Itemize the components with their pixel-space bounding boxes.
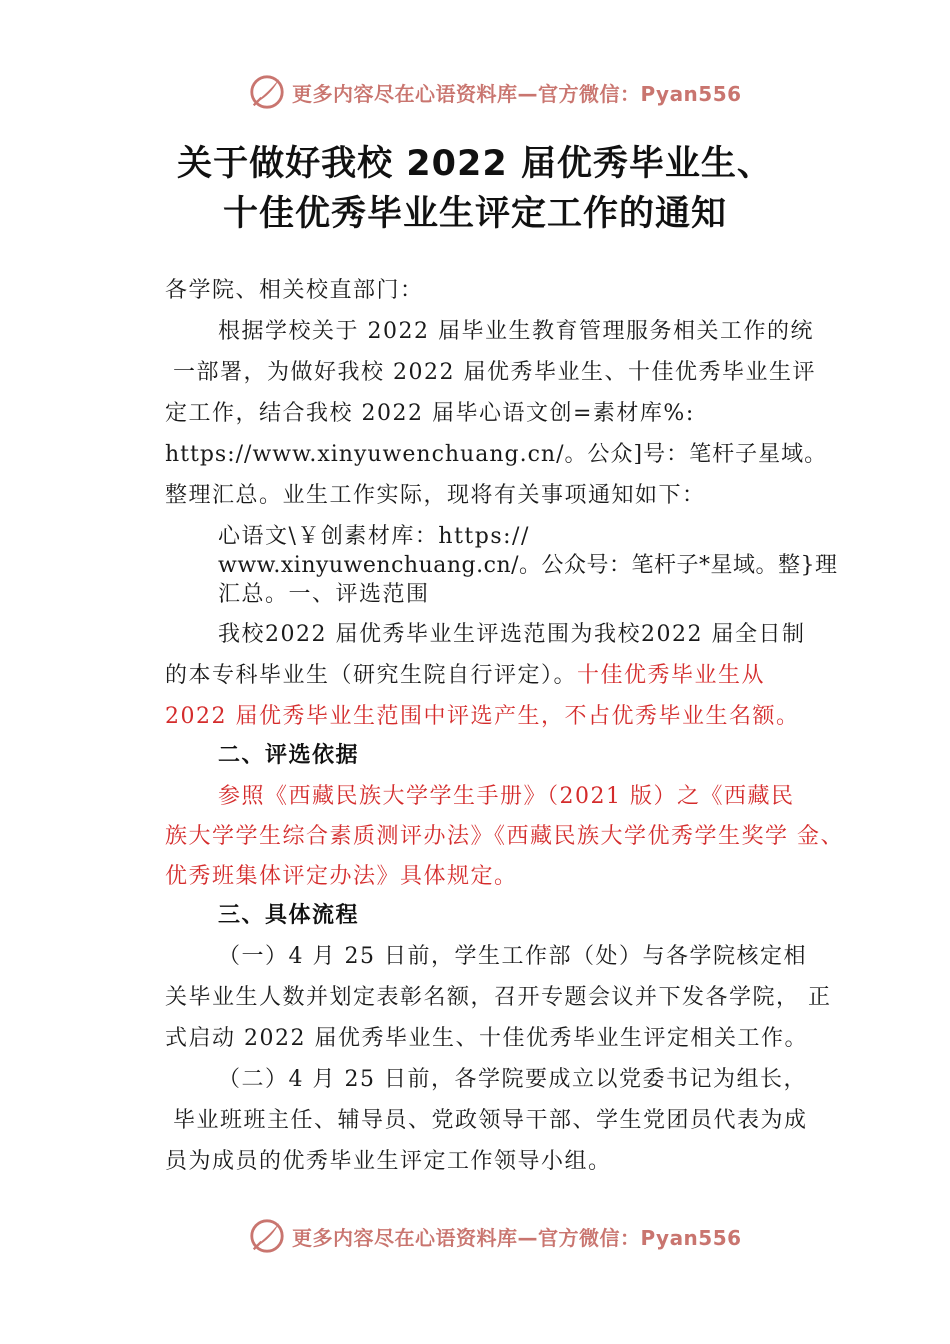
paragraph-4-line-1: 参照《西藏民族大学学生手册》（2021 版）之《西藏民 [218,784,795,809]
document-title-line-2: 十佳优秀毕业生评定工作的通知 [222,194,727,234]
paragraph-5-line-1: （一）4 月 25 日前，学生工作部（处）与各学院核定相 [218,944,807,969]
paragraph-4-line-2: 族大学学生综合素质测评办法》《西藏民族大学优秀学生奖学 金、 [165,824,844,849]
watermark-text: 更多内容尽在心语资料库—官方微信：Pyan556 [292,1225,742,1250]
paragraph-1-line-2: 一部署，为做好我校 2022 届优秀毕业生、十佳优秀毕业生评 [173,360,816,385]
paragraph-6-line-1: （二）4 月 25 日前，各学院要成立以党委书记为组长， [218,1067,807,1092]
paragraph-5-line-2: 关毕业生人数并划定表彰名额，召开专题会议并下发各学院， 正 [165,985,832,1010]
paragraph-3-line-2 [165,661,765,691]
paragraph-6-line-2: 毕业班班主任、辅导员、党政领导干部、学生党团员代表为成 [173,1108,808,1133]
paragraph-2-line-1: 心语文\￥创素材库：https:// [218,524,530,549]
paragraph-3-line-2-highlight: 十佳优秀毕业生从 [577,663,766,688]
paragraph-3-line-1: 我校2022 届优秀毕业生评选范围为我校2022 届全日制 [218,622,806,647]
paragraph-6-line-3: 员为成员的优秀毕业生评定工作领导小组。 [165,1149,612,1174]
paragraph-3-line-2-text: 的本专科毕业生（研究生院自行评定）。 [165,663,578,688]
paragraph-1-line-3: 定工作，结合我校 2022 届毕心语文创=素材库%: [165,401,695,426]
section-heading-criteria: 二、评选依据 [218,743,360,768]
paragraph-1-line-5: 整理汇总。业生工作实际，现将有关事项通知如下： [165,483,706,508]
footer-watermark-banner [248,1216,742,1256]
quill-logo-icon [248,73,286,111]
header-watermark-banner [248,72,742,112]
salutation: 各学院、相关校直部门： [165,278,424,303]
document-title-line-1: 关于做好我校 2022 届优秀毕业生、 [177,144,773,184]
paragraph-2-line-3: 汇总。一、评选范围 [218,582,430,607]
paragraph-3-line-3-highlight: 2022 届优秀毕业生范围中评选产生，不占优秀毕业生名额。 [165,704,800,729]
paragraph-4-line-3: 优秀班集体评定办法》具体规定。 [165,864,518,889]
paragraph-1-line-1: 根据学校关于 2022 届毕业生教育管理服务相关工作的统 [218,319,814,344]
paragraph-1-line-4: https://www.xinyuwenchuang.cn/。公众]号：笔杆子星域。 [165,442,828,467]
paragraph-5-line-3: 式启动 2022 届优秀毕业生、十佳优秀毕业生评定相关工作。 [165,1026,808,1051]
watermark-text: 更多内容尽在心语资料库—官方微信：Pyan556 [292,81,742,106]
section-heading-procedure: 三、具体流程 [218,903,360,928]
paragraph-2-line-2: www.xinyuwenchuang.cn/。公众号：笔杆子*星域。整}理 [218,553,838,578]
quill-logo-icon [248,1217,286,1255]
